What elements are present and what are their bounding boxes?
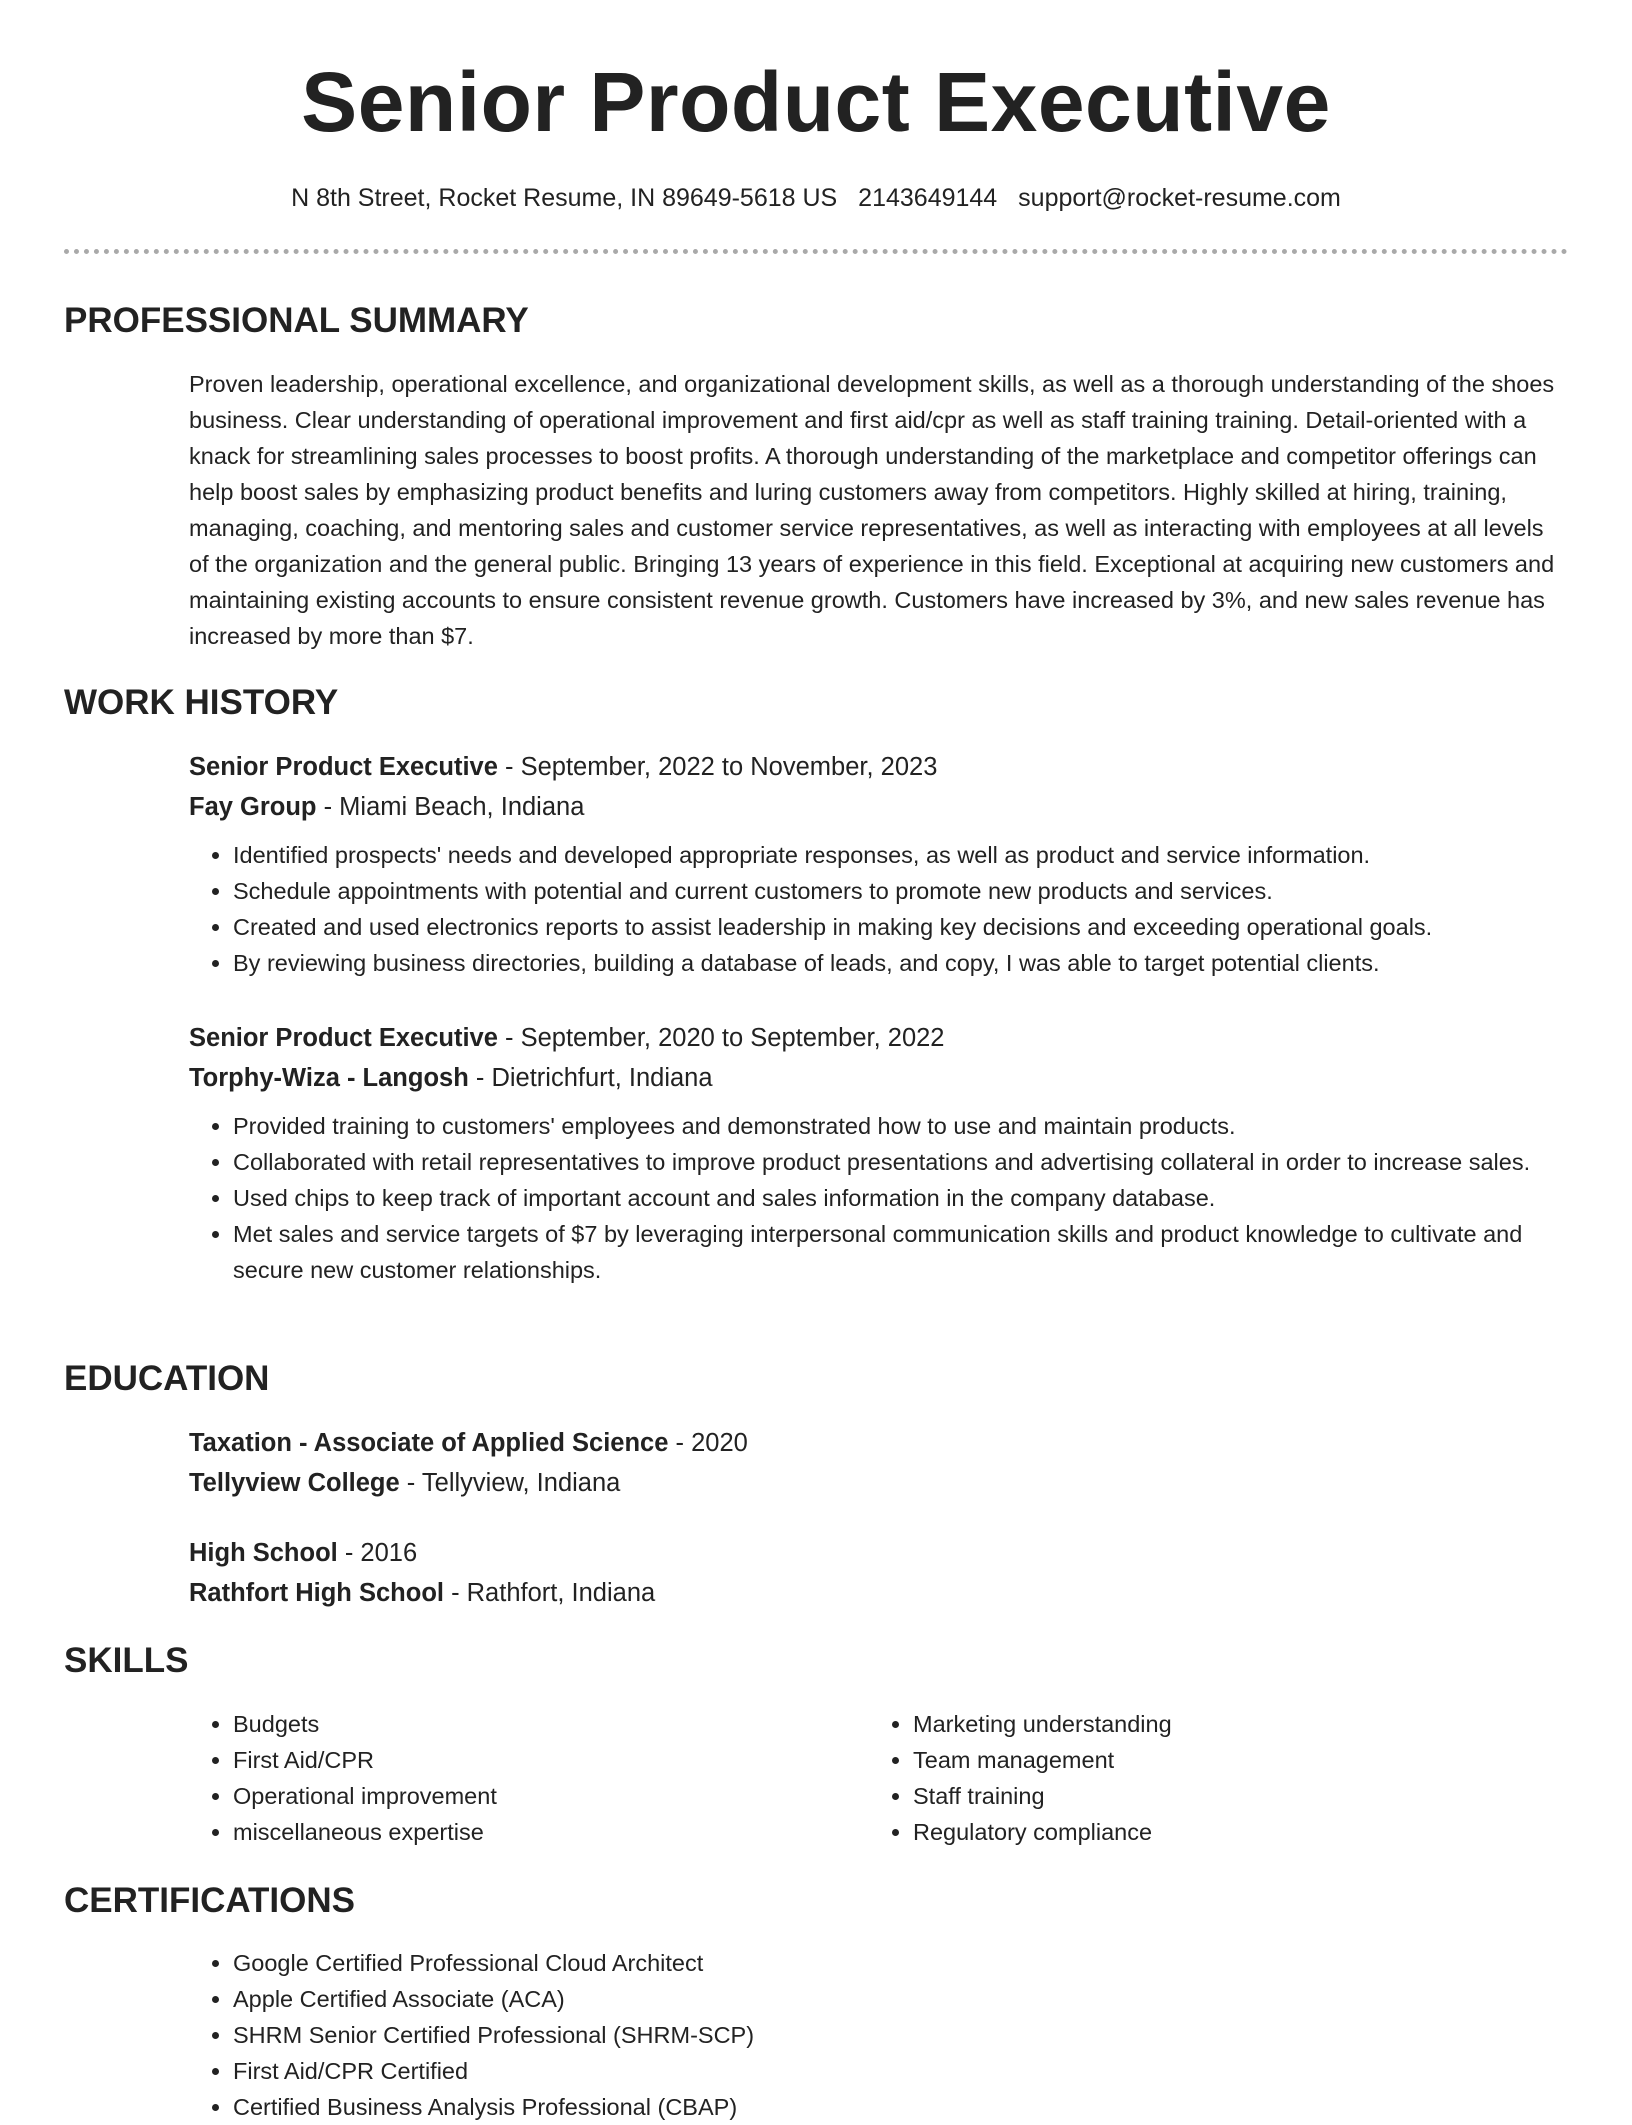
contact-email: support@rocket-resume.com — [1018, 184, 1341, 212]
skills-column-right — [869, 1706, 1509, 1850]
skill-item: • Staff training — [913, 1778, 1509, 1814]
contact-line — [0, 181, 1632, 215]
job-company: Torphy-Wiza - Langosh — [189, 1064, 469, 1092]
work-history-heading: WORK HISTORY — [64, 683, 339, 722]
skill-item: • Team management — [913, 1742, 1509, 1778]
skill-item: • miscellaneous expertise — [233, 1814, 829, 1850]
degree-line — [189, 1423, 1561, 1463]
job-entry — [189, 1018, 1561, 1288]
job-entry — [189, 747, 1561, 981]
degree: Taxation - Associate of Applied Science — [189, 1429, 669, 1457]
job-bullet: • Identified prospects' needs and developed appropriate responses, as well as product and service information. — [233, 837, 1561, 873]
skill-item: • Regulatory compliance — [913, 1814, 1509, 1850]
school-location: - Tellyview, Indiana — [399, 1469, 621, 1497]
job-title-line — [189, 747, 1561, 787]
skill-item: • Budgets — [233, 1706, 829, 1742]
job-bullet: • Schedule appointments with potential and current customers to promote new products and services. — [233, 873, 1561, 909]
job-bullet: • Collaborated with retail representatives to improve product presentations and advertising collateral in order to increase sales. — [233, 1144, 1561, 1180]
certification-item: • Apple Certified Associate (ACA) — [233, 1981, 1561, 2017]
school-location: - Rathfort, Indiana — [443, 1579, 656, 1607]
certification-item: • Certified Business Analysis Professional (CBAP) — [233, 2089, 1561, 2125]
skills-list — [189, 1706, 829, 1850]
school: Tellyview College — [189, 1469, 400, 1497]
job-dates: - September, 2020 to September, 2022 — [497, 1024, 945, 1052]
header-divider — [64, 249, 1568, 254]
skills-list — [869, 1706, 1509, 1850]
contact-phone: 2143649144 — [858, 184, 998, 212]
job-bullet: • Used chips to keep track of important account and sales information in the company database. — [233, 1180, 1561, 1216]
skill-item: • Marketing understanding — [913, 1706, 1509, 1742]
job-company-line — [189, 1058, 1561, 1098]
job-bullet: • By reviewing business directories, building a database of leads, and copy, I was able to target potential clients. — [233, 945, 1561, 981]
certifications-list — [189, 1945, 1561, 2125]
education-entry — [189, 1423, 1561, 1503]
job-bullets — [189, 837, 1561, 981]
summary-text: Proven leadership, operational excellence, and organizational development skills, as well as a thorough understanding of the shoes business. Clear understanding of operational improvement and first aid/cpr as well as staff training training. Detail-oriented with a knack for streamlining sales processes to boost profits. A thorough understanding of the marketplace and competitor offerings can help boost sales by emphasizing product benefits and luring customers away from competitors. Highly skilled at hiring, training, managing, coaching, and mentoring sales and customer service representatives, as well as interacting with employees at all levels of the organization and the general public. Bringing 13 years of experience in this field. Exceptional at acquiring new customers and maintaining existing accounts to ensure consistent revenue growth. Customers have increased by 3%, and new sales revenue has increased by more than $7. — [189, 371, 1555, 649]
degree-year: - 2020 — [668, 1429, 748, 1457]
job-bullet: • Met sales and service targets of $7 by leveraging interpersonal communication skills and product knowledge to cultivate and secure new customer relationships. — [233, 1216, 1561, 1288]
education-heading: EDUCATION — [64, 1359, 270, 1398]
job-bullet: • Provided training to customers' employees and demonstrated how to use and maintain products. — [233, 1108, 1561, 1144]
job-title: Senior Product Executive — [189, 1024, 498, 1052]
degree-year: - 2016 — [337, 1539, 418, 1567]
contact-address: N 8th Street, Rocket Resume, IN 89649-5618 US — [291, 184, 838, 212]
certifications-heading: CERTIFICATIONS — [64, 1881, 356, 1920]
certifications-block — [189, 1945, 1561, 2125]
school-line — [189, 1463, 1561, 1503]
certification-item: • SHRM Senior Certified Professional (SHRM-SCP) — [233, 2017, 1561, 2053]
degree: High School — [189, 1539, 338, 1567]
skills-column-left — [189, 1706, 829, 1850]
job-company-line — [189, 787, 1561, 827]
job-bullets — [189, 1108, 1561, 1288]
school: Rathfort High School — [189, 1579, 444, 1607]
certification-item: • Google Certified Professional Cloud Architect — [233, 1945, 1561, 1981]
skill-item: • First Aid/CPR — [233, 1742, 829, 1778]
education-entry — [189, 1533, 1561, 1613]
degree-line — [189, 1533, 1561, 1573]
job-bullet: • Created and used electronics reports to assist leadership in making key decisions and exceeding operational goals. — [233, 909, 1561, 945]
summary-heading: PROFESSIONAL SUMMARY — [64, 301, 529, 340]
certification-item: • First Aid/CPR Certified — [233, 2053, 1561, 2089]
skills-heading: SKILLS — [64, 1641, 189, 1680]
job-dates: - September, 2022 to November, 2023 — [497, 753, 938, 781]
job-company: Fay Group — [189, 793, 317, 821]
job-title-line — [189, 1018, 1561, 1058]
job-location: - Dietrichfurt, Indiana — [468, 1064, 713, 1092]
job-location: - Miami Beach, Indiana — [316, 793, 585, 821]
job-title: Senior Product Executive — [189, 753, 498, 781]
skill-item: • Operational improvement — [233, 1778, 829, 1814]
resume-name: Senior Product Executive — [301, 55, 1331, 149]
school-line — [189, 1573, 1561, 1613]
